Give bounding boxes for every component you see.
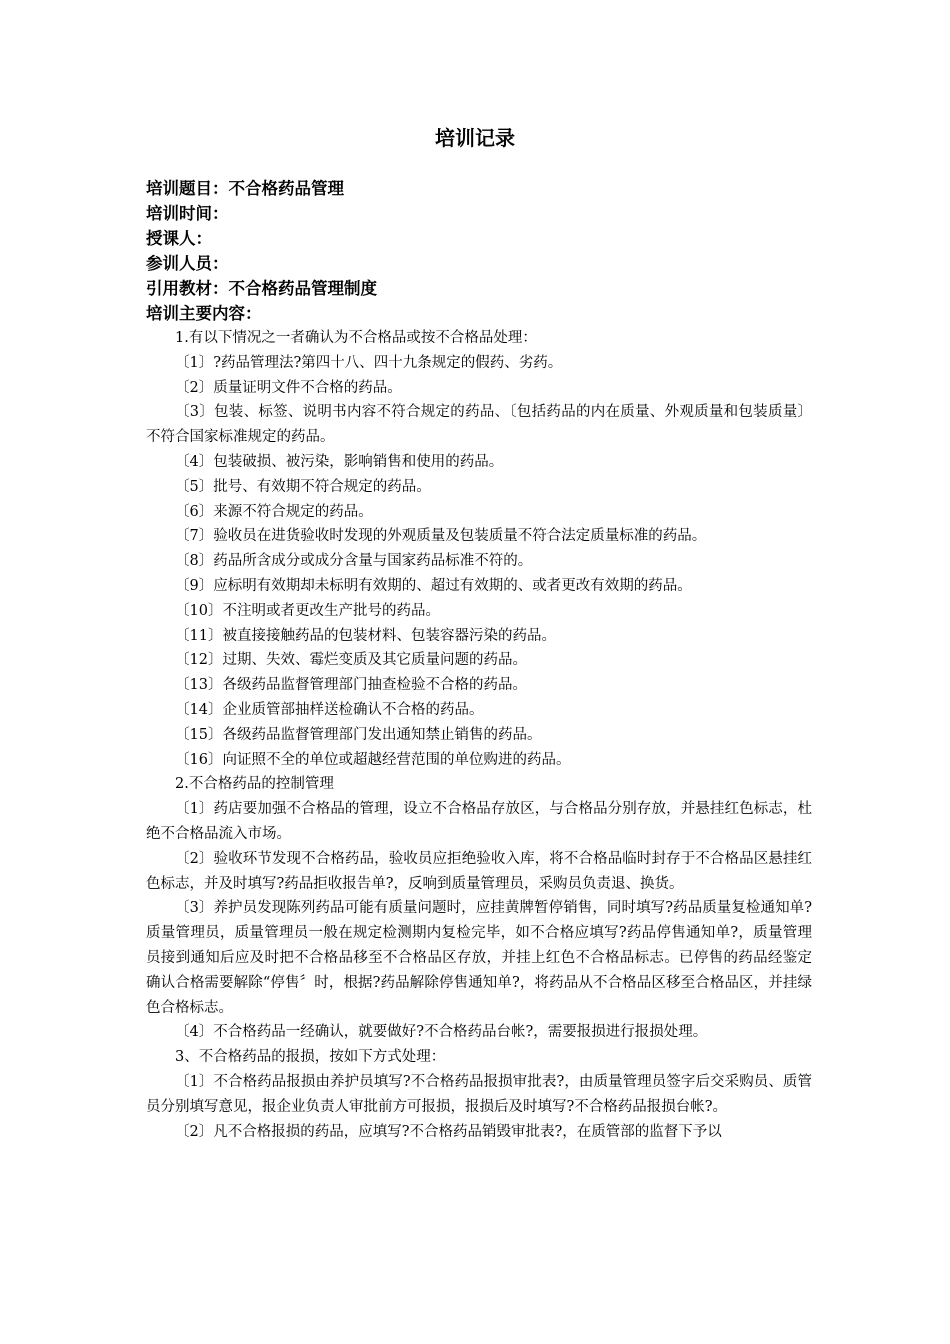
list-item: 〔6〕来源不符合规定的药品。: [175, 503, 373, 520]
list-item: 〔10〕不注明或者更改生产批号的药品。: [175, 602, 440, 619]
meta-label: 参训人员：: [146, 254, 229, 273]
training-content: [146, 326, 812, 1144]
meta-participants: [146, 251, 826, 276]
list-item: 〔9〕应标明有效期却未标明有效期的、超过有效期的、或者更改有效期的药品。: [175, 577, 692, 594]
document-title: 培训记录: [435, 126, 515, 150]
meta-label: 授课人：: [146, 229, 212, 248]
list-item: 〔14〕企业质管部抽样送检确认不合格的药品。: [175, 701, 484, 718]
list-item: 〔15〕各级药品监督管理部门发出通知禁止销售的药品。: [175, 726, 542, 743]
meta-time: [146, 201, 826, 226]
list-item: 〔3〕包装、标签、说明书内容不符合规定的药品、〔包括药品的内在质量、外观质量和包装质量〕不符合国家标准规定的药品。: [146, 404, 812, 446]
list-item: 〔2〕验收环节发现不合格药品，验收员应拒绝验收入库，将不合格品临时封存于不合格品区悬挂红色标志，并及时填写?药品拒收报告单?，反响到质量管理员，采购员负责退、换货。: [146, 850, 812, 892]
meta-content-heading: [146, 301, 826, 326]
list-item: 〔12〕过期、失效、霉烂变质及其它质量问题的药品。: [175, 652, 527, 669]
meta-topic: [146, 176, 826, 201]
list-item: 〔8〕药品所含成分或成分含量与国家药品标准不符的。: [175, 553, 533, 570]
list-item: 〔2〕凡不合格报损的药品，应填写?不合格药品销毁审批表?，在质管部的监督下予以: [175, 1123, 722, 1140]
meta-label: 培训主要内容：: [146, 304, 262, 323]
list-item: 〔3〕养护员发现陈列药品可能有质量问题时，应挂黄牌暂停销售，同时填写?药品质量复检通知单?质量管理员，质量管理员一般在规定检测期内复检完毕，如不合格应填写?药品停售通知单?，质量管理员接到通知后应及时把不合格品移至不合格品区存放，并挂上红色不合格品标志。已停售的药品经鉴定确认合格需要解除“停售〞时，根据?药品解除停售通知单?，将药品从不合格品区移至合格品区，并挂绿色合格标志。: [146, 900, 812, 1016]
list-item: 〔11〕被直接接触药品的包装材料、包装容器污染的药品。: [175, 627, 556, 644]
list-item: 〔16〕向证照不全的单位或超越经营范围的单位购进的药品。: [175, 751, 571, 768]
list-item: 〔7〕验收员在进货验收时发现的外观质量及包装质量不符合法定质量标准的药品。: [175, 528, 707, 545]
meta-label: 培训题目：: [146, 179, 229, 198]
list-item: 〔1〕药店要加强不合格品的管理，设立不合格品存放区，与合格品分别存放，并悬挂红色标志，杜绝不合格品流入市场。: [146, 801, 812, 842]
list-item: 〔1〕不合格药品报损由养护员填写?不合格药品报损审批表?，由质量管理员签字后交采购员、质管员分别填写意见，报企业负责人审批前方可报损，报损后及时填写?不合格药品报损台帐?。: [146, 1073, 812, 1115]
meta-label: 培训时间：: [146, 204, 229, 223]
section-heading: 2.不合格药品的控制管理: [175, 776, 334, 793]
list-item: 〔13〕各级药品监督管理部门抽查检验不合格的药品。: [175, 677, 527, 694]
meta-lecturer: [146, 226, 826, 251]
section-heading: 3、不合格药品的报损，按如下方式处理：: [175, 1049, 446, 1066]
meta-reference: [146, 276, 826, 301]
list-item: 〔2〕质量证明文件不合格的药品。: [175, 379, 402, 396]
list-item: 〔5〕批号、有效期不符合规定的药品。: [175, 478, 431, 495]
list-item: 〔4〕不合格药品一经确认，就要做好?不合格药品台帐?，需要报损进行报损处理。: [175, 1024, 708, 1041]
section-heading: 1.有以下情况之一者确认为不合格品或按不合格品处理：: [175, 330, 537, 346]
meta-label: 引用教材：: [146, 279, 229, 298]
meta-value: 不合格药品管理制度: [228, 279, 377, 298]
list-item: 〔4〕包装破损、被污染，影响销售和使用的药品。: [175, 453, 504, 470]
meta-value: 不合格药品管理: [228, 179, 344, 198]
list-item: 〔1〕?药品管理法?第四十八、四十九条规定的假药、劣药。: [175, 354, 563, 371]
training-meta: [146, 176, 826, 326]
